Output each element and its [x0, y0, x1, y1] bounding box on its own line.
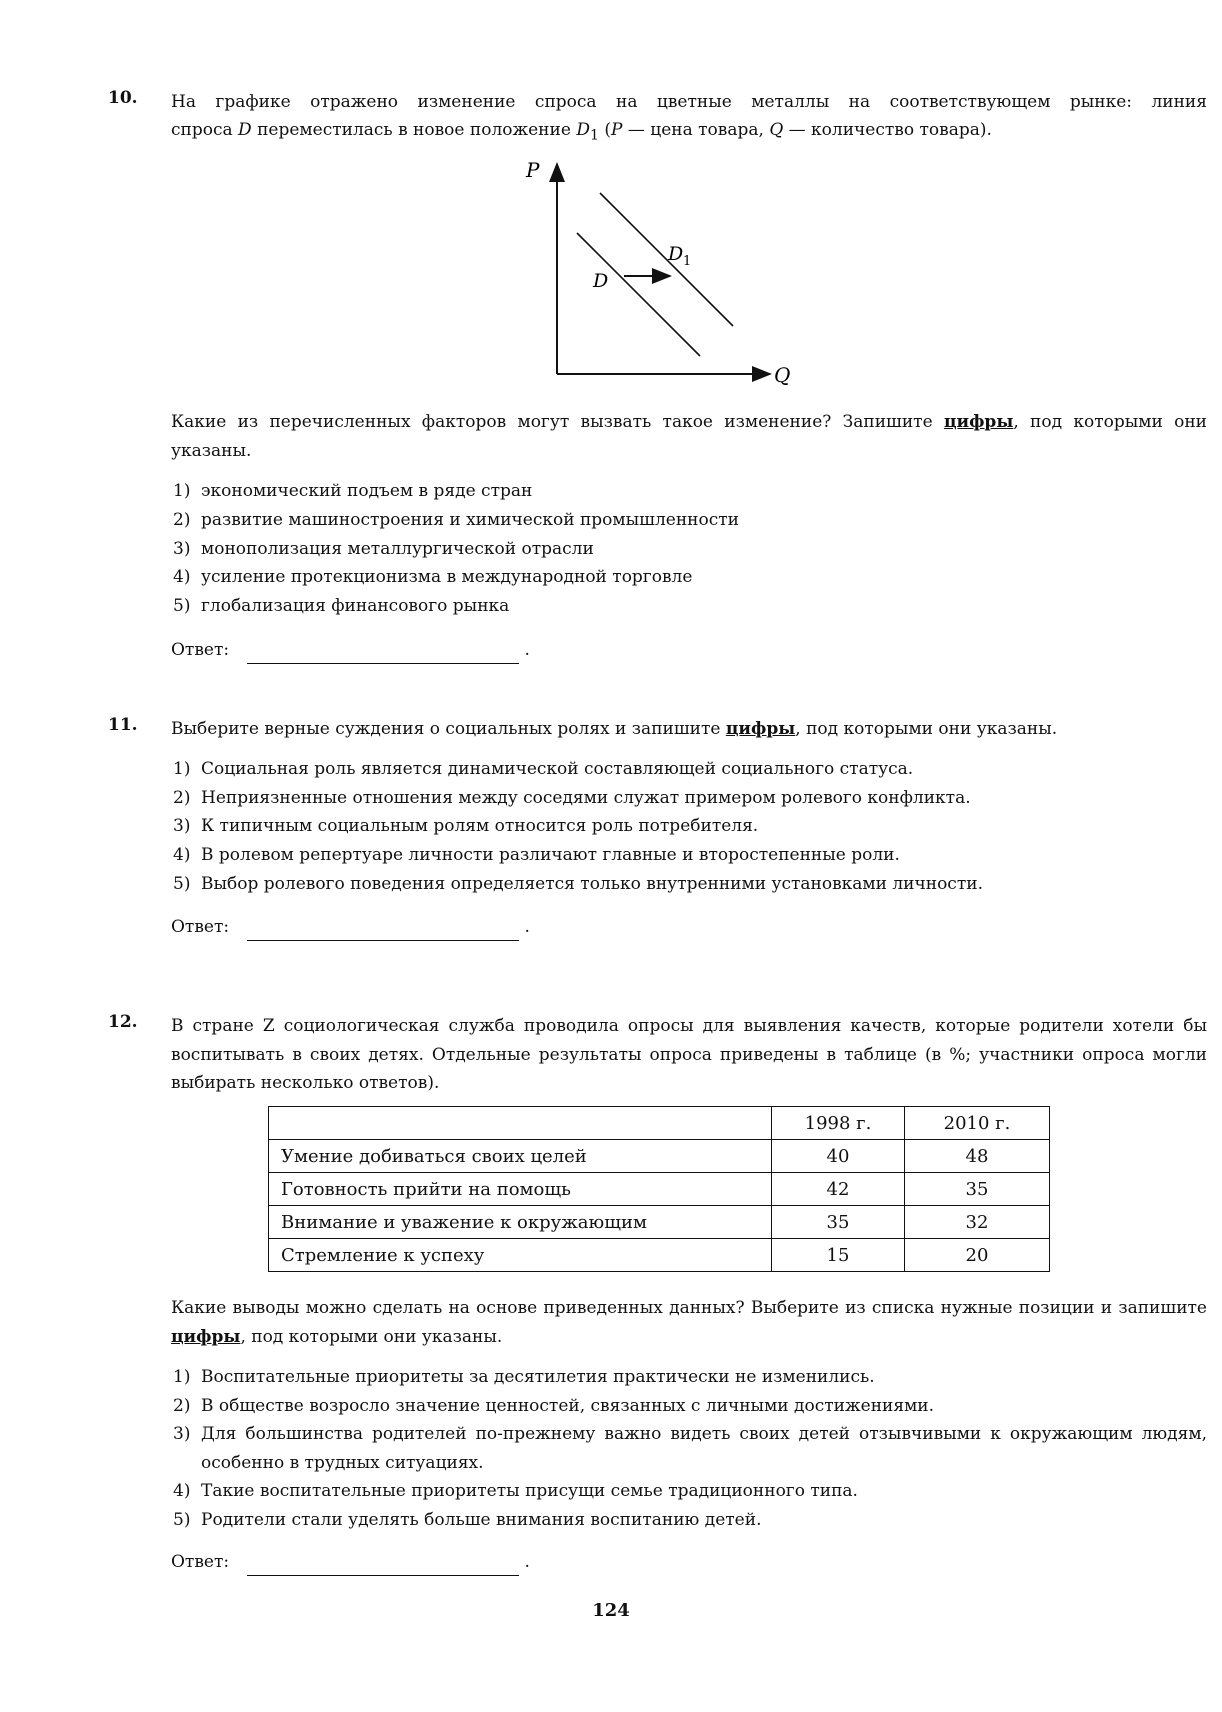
symbol-d: D	[238, 120, 252, 140]
option	[173, 535, 1207, 564]
demand-curve-d1	[600, 193, 733, 326]
question-prompt	[171, 715, 1057, 744]
option-number: 5)	[173, 596, 191, 616]
question-intro: В стране Z социологическая служба проводила опросы для выявления качеств, которые родители хотели бы воспитывать в своих детях. Отдельные результаты опроса приведены в таблице (в %; участники опроса могли выбирать несколько ответов).	[171, 1016, 1207, 1093]
table-cell: Внимание и уважение к окружающим	[269, 1206, 772, 1239]
option-number: 5)	[173, 874, 191, 894]
answer-field[interactable]	[171, 1548, 530, 1576]
answer-blank[interactable]	[247, 645, 519, 664]
survey-table	[268, 1106, 1050, 1272]
option	[173, 1506, 1207, 1535]
text: — количество товара).	[783, 120, 992, 140]
text: , под которыми они указаны.	[795, 719, 1058, 739]
table-cell: 32	[905, 1206, 1050, 1239]
answer-end: .	[524, 640, 530, 660]
question-prompt	[171, 1294, 1207, 1351]
axis-label-q: Q	[774, 363, 791, 387]
table-row	[269, 1206, 1050, 1239]
option	[173, 1420, 1207, 1477]
option-text: развитие машиностроения и химической промышленности	[201, 510, 739, 530]
option-text: Выбор ролевого поведения определяется только внутренними установками личности.	[201, 874, 983, 894]
highlight: цифры	[943, 412, 1014, 432]
option-number: 3)	[173, 1424, 191, 1444]
table-row	[269, 1140, 1050, 1173]
option	[173, 506, 1207, 535]
option-number: 2)	[173, 788, 191, 808]
table-row	[269, 1239, 1050, 1272]
axis-label-p: P	[526, 158, 540, 182]
option-number: 4)	[173, 567, 191, 587]
table-cell: 40	[772, 1140, 905, 1173]
table-cell: 48	[905, 1140, 1050, 1173]
table-cell: 35	[905, 1173, 1050, 1206]
option-text: Для большинства родителей по-прежнему важно видеть своих детей отзывчивыми к окружающим людям, особенно в трудных ситуациях.	[201, 1424, 1207, 1473]
text: спроса	[171, 120, 239, 140]
option	[173, 1392, 1207, 1421]
answer-label: Ответ:	[171, 917, 230, 937]
symbol-p: P	[611, 120, 623, 140]
option	[173, 755, 1207, 784]
page-number: 124	[592, 1600, 630, 1621]
table-header-row	[269, 1107, 1050, 1140]
option-text: глобализация финансового рынка	[201, 596, 510, 616]
table-cell: 15	[772, 1239, 905, 1272]
question-number: 11.	[108, 715, 138, 735]
option-text: К типичным социальным ролям относится роль потребителя.	[201, 816, 759, 836]
table-cell: Умение добиваться своих целей	[269, 1140, 772, 1173]
option-text: Такие воспитательные приоритеты присущи семье традиционного типа.	[201, 1481, 858, 1501]
table-header-cell: 1998 г.	[772, 1107, 905, 1140]
text: Какие выводы можно сделать на основе приведенных данных? Выберите из списка нужные позиции и запишите	[171, 1298, 1207, 1318]
highlight: цифры	[725, 719, 796, 739]
option	[173, 477, 1207, 506]
table-cell: Стремление к успеху	[269, 1239, 772, 1272]
answer-field[interactable]	[171, 636, 530, 664]
option	[173, 784, 1207, 813]
option	[173, 812, 1207, 841]
option-number: 1)	[173, 759, 191, 779]
table-cell: 20	[905, 1239, 1050, 1272]
text: Выберите верные суждения о социальных ролях и запишите	[171, 719, 726, 739]
question-number: 10.	[108, 88, 138, 108]
option-number: 5)	[173, 1510, 191, 1530]
subscript: 1	[589, 127, 599, 144]
option-number: 4)	[173, 845, 191, 865]
option	[173, 1477, 1207, 1506]
option-number: 1)	[173, 1367, 191, 1387]
curve-label-d1: D	[668, 243, 684, 265]
table-cell: 35	[772, 1206, 905, 1239]
answer-field[interactable]	[171, 913, 530, 941]
option-number: 1)	[173, 481, 191, 501]
question-number: 12.	[108, 1012, 138, 1032]
highlight: цифры	[171, 1326, 241, 1347]
table-row	[269, 1173, 1050, 1206]
option	[173, 841, 1207, 870]
question-prompt	[171, 408, 1207, 465]
option-text: монополизация металлургической отрасли	[201, 539, 594, 559]
table-header-cell	[269, 1107, 772, 1140]
option-text: Неприязненные отношения между соседями служат примером ролевого конфликта.	[201, 788, 971, 808]
option-text: В обществе возросло значение ценностей, связанных с личными достижениями.	[201, 1396, 935, 1416]
option	[173, 592, 1207, 621]
option-text: усиление протекционизма в международной торговле	[201, 567, 693, 587]
demand-shift-graph	[500, 150, 800, 395]
curve-label-d: D	[593, 270, 609, 292]
text: Какие из перечисленных факторов могут вызвать такое изменение? Запишите	[171, 412, 944, 432]
option-number: 2)	[173, 1396, 191, 1416]
symbol-q: Q	[769, 120, 784, 140]
option	[173, 563, 1207, 592]
question-intro-line2	[171, 116, 992, 150]
answer-blank[interactable]	[247, 1557, 519, 1576]
option-number: 3)	[173, 539, 191, 559]
answer-end: .	[524, 917, 530, 937]
table-cell: Готовность прийти на помощь	[269, 1173, 772, 1206]
option-text: Социальная роль является динамической составляющей социального статуса.	[201, 759, 914, 779]
symbol-d1: D	[576, 120, 590, 140]
text: , под которыми они указаны.	[240, 1326, 503, 1347]
curve-label-d1-sub: 1	[683, 254, 692, 269]
option-number: 4)	[173, 1481, 191, 1501]
text: (	[598, 120, 612, 140]
option	[173, 1363, 1207, 1392]
option-number: 2)	[173, 510, 191, 530]
question-intro: На графике отражено изменение спроса на цветные металлы на соответствующем рынке: линия	[171, 92, 1207, 112]
answer-end: .	[524, 1552, 530, 1572]
table-header-cell: 2010 г.	[905, 1107, 1050, 1140]
answer-blank[interactable]	[247, 922, 519, 941]
answer-label: Ответ:	[171, 640, 230, 660]
option	[173, 870, 1207, 899]
table-cell: 42	[772, 1173, 905, 1206]
option-text: экономический подъем в ряде стран	[201, 481, 533, 501]
text: — цена товара,	[622, 120, 770, 140]
answer-label: Ответ:	[171, 1552, 230, 1572]
option-text: В ролевом репертуаре личности различают главные и второстепенные роли.	[201, 845, 900, 865]
option-number: 3)	[173, 816, 191, 836]
option-text: Воспитательные приоритеты за десятилетия практически не изменились.	[201, 1367, 875, 1387]
text: переместилась в новое положение	[251, 120, 577, 140]
option-text: Родители стали уделять больше внимания воспитанию детей.	[201, 1510, 762, 1530]
text: , под которыми они указаны.	[171, 412, 1208, 461]
